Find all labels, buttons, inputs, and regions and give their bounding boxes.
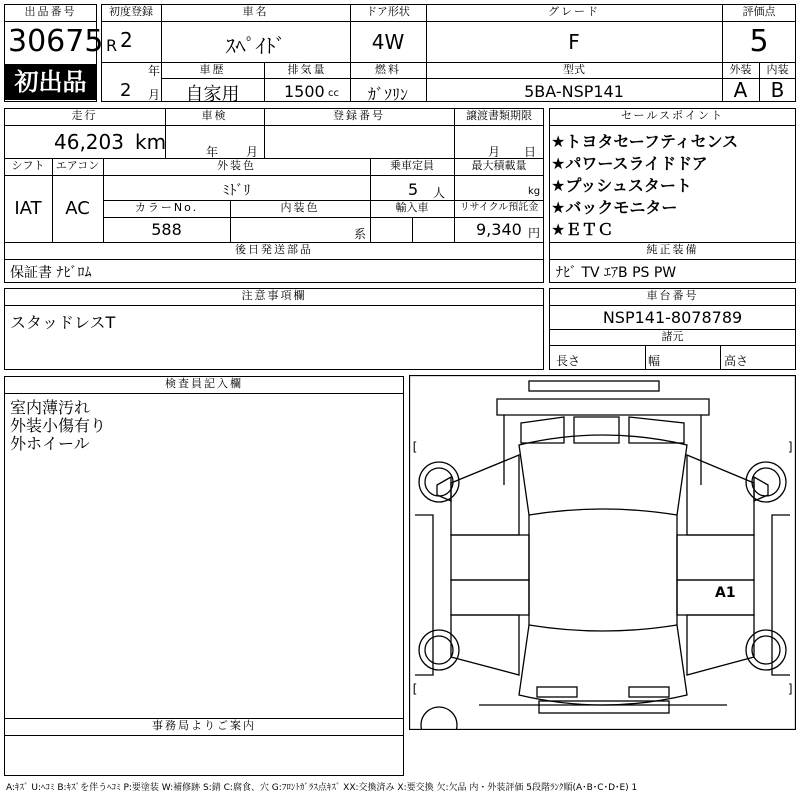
sales-points-header: セールスポイント (620, 109, 724, 122)
transfer-docs-day-unit: 日 (524, 145, 537, 159)
first-reg-year-unit: 年 (148, 64, 161, 78)
spec-width-label: 幅 (648, 354, 661, 368)
recycle-header: リサイクル預託金 (459, 202, 539, 213)
mileage-unit: km (135, 130, 167, 154)
specs-header: 諸元 (661, 330, 684, 343)
int-color-unit: 系 (354, 227, 367, 241)
fuel-header: 燃料 (375, 63, 401, 76)
inspection-header: 車検 (201, 109, 228, 122)
first-reg-header: 初度登録 (109, 5, 153, 18)
later-parts-header: 後日発送部品 (235, 243, 313, 256)
legend-footer: A:ｷｽﾞ U:ﾍｺﾐ B:ｷｽﾞを伴うﾍｺﾐ P:要塗装 W:補修跡 S:錆 C:腐食、穴 G:ﾌﾛﾝﾄｶﾞﾗｽ点ｷｽﾞ XX:交換済み X:要交換 欠:欠品 内・外装評価 5段階ﾗﾝｸ順(A･B･C･D･E) 1 (6, 783, 638, 793)
first-listing-badge: 初出品 (5, 64, 96, 100)
car-damage-diagram (409, 375, 796, 730)
shift-header: シフト (11, 159, 45, 172)
capacity-value: 5 (408, 180, 419, 199)
chassis-header: 車台番号 (646, 289, 699, 302)
equipment-value: ﾅﾋﾞ TV ｴｱB PS PW (556, 265, 677, 281)
notes-header: 注意事項欄 (241, 289, 307, 302)
aircon-header: エアコン (55, 159, 100, 172)
grade-value: F (568, 30, 580, 54)
max-load-header: 最大積載量 (471, 159, 527, 172)
model-value: 5BA-NSP141 (524, 82, 624, 101)
car-name-header: 車名 (242, 5, 269, 18)
sales-point-item: ★トヨタセーフティセンス (551, 132, 739, 151)
equipment-header: 純正装備 (646, 243, 699, 256)
recycle-unit: 円 (528, 226, 541, 240)
door-value: 4W (371, 30, 405, 54)
inspection-month-unit: 月 (246, 145, 259, 159)
shift-value: IAT (14, 198, 42, 219)
inspector-line: 外装小傷有り (10, 416, 107, 435)
first-reg-year: 2 (120, 28, 133, 52)
reg-number-header: 登録番号 (333, 109, 385, 122)
sales-point-item: ★プッシュスタート (551, 176, 692, 195)
score-header: 評価点 (742, 5, 776, 18)
lot-number: 30675 (8, 24, 104, 59)
capacity-unit: 人 (433, 186, 446, 200)
displacement-header: 排気量 (287, 63, 327, 76)
displacement-unit: cc (328, 88, 339, 99)
aircon-value: AC (65, 198, 90, 219)
sales-point-item: ★ＥＴＣ (551, 220, 614, 239)
sales-point-item: ★バックモニター (551, 198, 678, 217)
exterior-grade-value: A (733, 78, 748, 102)
office-header: 事務局よりご案内 (152, 719, 256, 732)
first-reg-month: 2 (120, 80, 132, 101)
first-reg-month-unit: 月 (148, 88, 161, 102)
grade-header: グレード (548, 5, 600, 18)
mileage-value: 46,203 (54, 130, 124, 154)
capacity-header: 乗車定員 (390, 159, 434, 172)
inspector-line: 外ホイール (10, 434, 90, 453)
first-reg-era: R (106, 36, 118, 55)
history-header: 車歴 (199, 63, 226, 76)
door-header: ドア形状 (366, 5, 410, 18)
history-value: 自家用 (185, 84, 240, 105)
displacement-value: 1500 (284, 82, 325, 101)
color-no-value: 588 (151, 220, 182, 239)
inspector-line: 室内薄汚れ (10, 398, 91, 417)
exterior-grade-header: 外装 (729, 63, 752, 76)
bracket-right-bottom: ] (787, 682, 795, 696)
notes-value: スタッドレスT (10, 313, 116, 332)
recycle-value: 9,340 (476, 220, 522, 239)
spec-length-label: 長さ (556, 354, 581, 368)
color-no-header: カラーNo. (134, 201, 199, 214)
interior-grade-value: B (770, 78, 785, 102)
later-parts-value: 保証書 ﾅﾋﾞﾛﾑ (10, 265, 92, 281)
model-header: 型式 (563, 63, 585, 76)
bracket-left-bottom: [ (411, 682, 419, 696)
damage-mark-a1: A1 (715, 585, 736, 601)
bracket-right-top: ] (787, 440, 795, 454)
ext-color-value: ﾐﾄﾞﾘ (222, 183, 251, 199)
chassis-value: NSP141-8078789 (602, 308, 743, 327)
fuel-value: ｶﾞｿﾘﾝ (367, 85, 408, 104)
transfer-docs-month-unit: 月 (488, 145, 501, 159)
spec-height-label: 高さ (724, 354, 749, 368)
max-load-unit: kg (528, 186, 541, 197)
transfer-docs-header: 譲渡書類期限 (466, 109, 532, 122)
score-value: 5 (749, 24, 769, 59)
ext-color-header: 外装色 (217, 159, 256, 172)
import-header: 輸入車 (395, 201, 429, 214)
inspector-header: 検査員記入欄 (165, 377, 243, 390)
sales-point-item: ★パワースライドドア (551, 154, 708, 173)
lot-header: 出品番号 (24, 5, 77, 18)
bracket-left-top: [ (411, 440, 419, 454)
int-color-header: 内装色 (280, 201, 320, 214)
car-name: ｽﾍﾟｲﾄﾞ (225, 34, 286, 58)
interior-grade-header: 内装 (766, 63, 789, 76)
mileage-header: 走行 (71, 109, 98, 122)
inspection-year-unit: 年 (206, 145, 219, 159)
